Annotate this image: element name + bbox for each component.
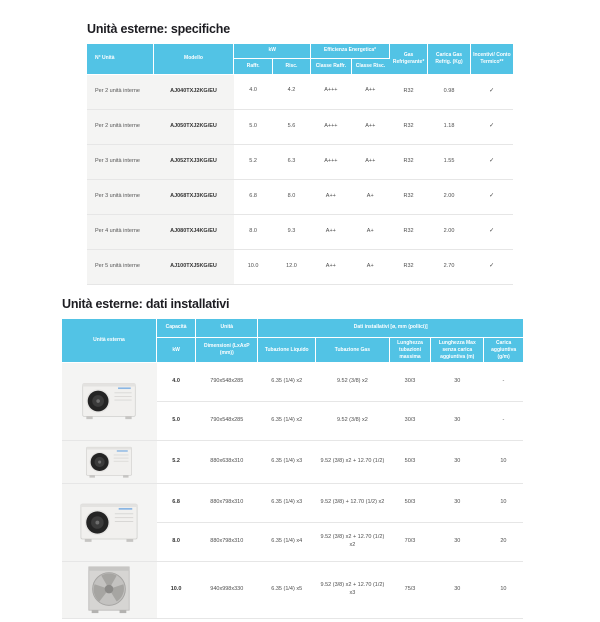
header-lunghezza-senza-carica: Lunghezza Max senza carica aggiuntiva (m) (431, 338, 484, 363)
max-length-cell: 75/3 (389, 561, 430, 618)
unit-count-cell: Per 4 unità interne (87, 214, 153, 249)
unit-count-cell: Per 5 unità interne (87, 249, 153, 284)
install-row (62, 362, 523, 401)
liquid-pipe-cell: 6.35 (1/4) x2 (258, 362, 316, 401)
incentive-check-cell: ✓ (470, 109, 513, 144)
unit-count-cell: Per 2 unità interne (87, 74, 153, 109)
section-dati-installativi (62, 297, 523, 619)
outdoor-unit-image-cell (62, 362, 157, 440)
dimensions-cell: 880x798x310 (196, 483, 258, 522)
dimensions-cell: 940x998x330 (196, 561, 258, 618)
install-row (62, 561, 523, 618)
max-length-cell: 50/3 (389, 440, 430, 483)
kw-cooling-cell: 10.0 (234, 249, 272, 284)
dimensions-cell: 880x638x310 (196, 440, 258, 483)
spec-row (87, 144, 513, 179)
kw-cooling-cell: 5.0 (234, 109, 272, 144)
section2-title: Unità esterne: dati installativi (62, 296, 230, 311)
class-cooling-cell: A++ (311, 249, 351, 284)
gas-pipe-cell: 9.52 (3/8) x2 + 12.70 (1/2) x2 (316, 522, 390, 561)
gas-charge-cell: 2.00 (428, 214, 471, 249)
class-heating-cell: A+ (351, 249, 389, 284)
spec-row (87, 249, 513, 284)
header-dimensioni: Dimensioni (LxAxP (mm)) (196, 338, 258, 363)
max-length-no-charge-cell: 30 (431, 561, 484, 618)
gas-cell: R32 (389, 144, 427, 179)
capacity-cell: 8.0 (157, 522, 196, 561)
gas-pipe-cell: 9.52 (3/8) + 12.70 (1/2) x2 (316, 483, 390, 522)
gas-cell: R32 (389, 109, 427, 144)
header-tubazione-gas: Tubazione Gas (316, 338, 390, 363)
install-table (62, 319, 523, 619)
dimensions-cell: 880x798x310 (196, 522, 258, 561)
liquid-pipe-cell: 6.35 (1/4) x3 (258, 483, 316, 522)
header-kw-risc: Risc. (272, 58, 310, 74)
class-cooling-cell: A+++ (311, 109, 351, 144)
spec-row (87, 179, 513, 214)
incentive-check-cell: ✓ (470, 74, 513, 109)
kw-heating-cell: 12.0 (272, 249, 310, 284)
kw-cooling-cell: 5.2 (234, 144, 272, 179)
header-dati-installativi-group: Dati installativi [ø, mm (pollici)] (258, 319, 523, 338)
extra-charge-cell: 10 (484, 561, 523, 618)
max-length-no-charge-cell: 30 (431, 401, 484, 440)
model-cell: AJ068TXJ3KG/EU (153, 179, 234, 214)
max-length-no-charge-cell: 30 (431, 483, 484, 522)
gas-charge-cell: 0.98 (428, 74, 471, 109)
outdoor-unit-photo (78, 500, 140, 545)
header-unita: Unità (196, 319, 258, 338)
max-length-cell: 30/3 (389, 401, 430, 440)
header-lunghezza-max: Lunghezza tubazioni massima (389, 338, 430, 363)
max-length-no-charge-cell: 30 (431, 362, 484, 401)
gas-charge-cell: 1.18 (428, 109, 471, 144)
header-unita-esterna: Unità esterna (62, 319, 157, 363)
liquid-pipe-cell: 6.35 (1/4) x5 (258, 561, 316, 618)
kw-cooling-cell: 4.0 (234, 74, 272, 109)
capacity-cell: 5.2 (157, 440, 196, 483)
gas-cell: R32 (389, 214, 427, 249)
outdoor-unit-photo (84, 444, 134, 480)
liquid-pipe-cell: 6.35 (1/4) x3 (258, 440, 316, 483)
header-capacita-kw: kW (157, 338, 196, 363)
spec-row (87, 74, 513, 109)
gas-charge-cell: 2.70 (428, 249, 471, 284)
model-cell: AJ100TXJ5KG/EU (153, 249, 234, 284)
gas-cell: R32 (389, 249, 427, 284)
model-cell: AJ040TXJ2KG/EU (153, 74, 234, 109)
incentive-check-cell: ✓ (470, 179, 513, 214)
capacity-cell: 10.0 (157, 561, 196, 618)
liquid-pipe-cell: 6.35 (1/4) x4 (258, 522, 316, 561)
outdoor-unit-image-cell (62, 483, 157, 561)
kw-heating-cell: 9.3 (272, 214, 310, 249)
header-carica-aggiuntiva: Carica aggiuntiva (g/m) (484, 338, 523, 363)
gas-cell: R32 (389, 179, 427, 214)
max-length-cell: 30/3 (389, 362, 430, 401)
gas-charge-cell: 1.55 (428, 144, 471, 179)
kw-cooling-cell: 6.8 (234, 179, 272, 214)
gas-pipe-cell: 9.52 (3/8) x2 + 12.70 (1/2) (316, 440, 390, 483)
install-row (62, 483, 523, 522)
datasheet-page (0, 22, 600, 619)
class-cooling-cell: A+++ (311, 144, 351, 179)
header-kw-group: kW (234, 44, 311, 58)
model-cell: AJ050TXJ2KG/EU (153, 109, 234, 144)
extra-charge-cell: - (484, 362, 523, 401)
kw-heating-cell: 5.6 (272, 109, 310, 144)
gas-pipe-cell: 9.52 (3/8) x2 + 12.70 (1/2) x3 (316, 561, 390, 618)
max-length-cell: 50/3 (389, 483, 430, 522)
section-specifiche (87, 22, 513, 285)
header-n-unita: N° Unità (87, 44, 153, 74)
incentive-check-cell: ✓ (470, 144, 513, 179)
kw-heating-cell: 8.0 (272, 179, 310, 214)
model-cell: AJ052TXJ3KG/EU (153, 144, 234, 179)
specs-table (87, 44, 513, 285)
class-cooling-cell: A++ (311, 214, 351, 249)
unit-count-cell: Per 2 unità interne (87, 109, 153, 144)
gas-pipe-cell: 9.52 (3/8) x2 (316, 362, 390, 401)
unit-count-cell: Per 3 unità interne (87, 144, 153, 179)
install-row (62, 440, 523, 483)
extra-charge-cell: - (484, 401, 523, 440)
header-tubazione-liquido: Tubazione Liquido (258, 338, 316, 363)
model-cell: AJ080TXJ4KG/EU (153, 214, 234, 249)
capacity-cell: 4.0 (157, 362, 196, 401)
header-efficienza-group: Efficienza Energetica* (311, 44, 390, 58)
header-incentivi: Incentivi/ Conto Termico** (470, 44, 513, 74)
spec-row (87, 214, 513, 249)
header-kw-raffr: Raffr. (234, 58, 272, 74)
class-heating-cell: A++ (351, 144, 389, 179)
class-heating-cell: A++ (351, 74, 389, 109)
outdoor-unit-photo (82, 565, 136, 615)
header-capacita: Capacità (157, 319, 196, 338)
class-heating-cell: A++ (351, 109, 389, 144)
kw-heating-cell: 6.3 (272, 144, 310, 179)
kw-heating-cell: 4.2 (272, 74, 310, 109)
header-carica-gas: Carica Gas Refrig. (Kg) (428, 44, 471, 74)
dimensions-cell: 790x548x285 (196, 362, 258, 401)
gas-pipe-cell: 9.52 (3/8) x2 (316, 401, 390, 440)
outdoor-unit-image-cell (62, 440, 157, 483)
incentive-check-cell: ✓ (470, 249, 513, 284)
class-heating-cell: A+ (351, 214, 389, 249)
class-heating-cell: A+ (351, 179, 389, 214)
capacity-cell: 6.8 (157, 483, 196, 522)
extra-charge-cell: 10 (484, 483, 523, 522)
header-classe-risc: Classe Risc. (351, 58, 389, 74)
max-length-cell: 70/3 (389, 522, 430, 561)
incentive-check-cell: ✓ (470, 214, 513, 249)
max-length-no-charge-cell: 30 (431, 440, 484, 483)
capacity-cell: 5.0 (157, 401, 196, 440)
class-cooling-cell: A+++ (311, 74, 351, 109)
spec-row (87, 109, 513, 144)
section1-title: Unità esterne: specifiche (87, 22, 230, 36)
outdoor-unit-photo (80, 380, 138, 422)
kw-cooling-cell: 8.0 (234, 214, 272, 249)
class-cooling-cell: A++ (311, 179, 351, 214)
extra-charge-cell: 10 (484, 440, 523, 483)
gas-cell: R32 (389, 74, 427, 109)
outdoor-unit-image-cell (62, 561, 157, 618)
unit-count-cell: Per 3 unità interne (87, 179, 153, 214)
max-length-no-charge-cell: 30 (431, 522, 484, 561)
header-modello: Modello (153, 44, 234, 74)
header-gas-refrigerante: Gas Refrigerante* (389, 44, 427, 74)
gas-charge-cell: 2.00 (428, 179, 471, 214)
liquid-pipe-cell: 6.35 (1/4) x2 (258, 401, 316, 440)
dimensions-cell: 790x548x285 (196, 401, 258, 440)
header-classe-raffr: Classe Raffr. (311, 58, 351, 74)
extra-charge-cell: 20 (484, 522, 523, 561)
